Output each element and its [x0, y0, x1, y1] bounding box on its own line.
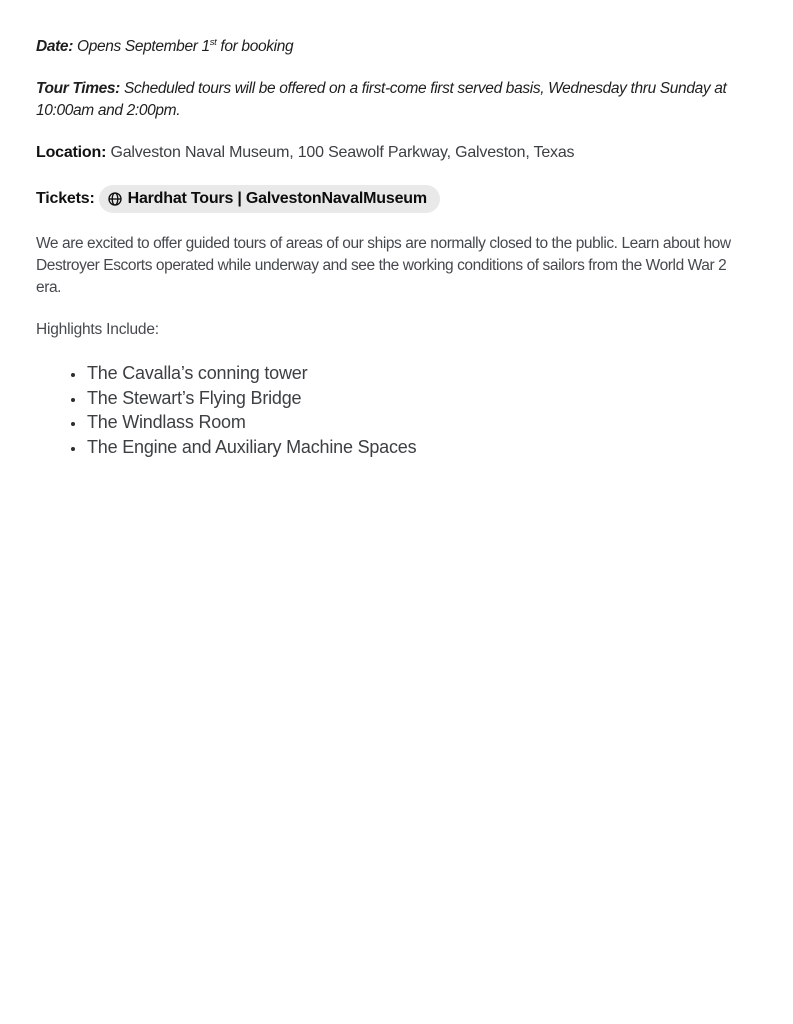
- tickets-label: Tickets:: [36, 189, 95, 207]
- tour-times-label: Tour Times:: [36, 80, 120, 97]
- date-line: [36, 36, 746, 58]
- tour-times-line: [36, 78, 746, 122]
- list-item: • The Cavalla’s conning tower: [86, 361, 746, 385]
- tickets-link[interactable]: [99, 185, 440, 214]
- list-item: • The Windlass Room: [86, 410, 746, 434]
- location-text: Galveston Naval Museum, 100 Seawolf Parkway, Galveston, Texas: [110, 144, 575, 161]
- document-page: [0, 0, 793, 459]
- location-line: [36, 142, 746, 165]
- date-label: Date:: [36, 38, 74, 55]
- tickets-link-text: Hardhat Tours | GalvestonNavalMuseum: [127, 189, 427, 207]
- tickets-line: [36, 185, 746, 214]
- globe-icon: [107, 191, 123, 207]
- date-text: Opens September 1: [76, 38, 210, 55]
- highlights-heading: Highlights Include:: [36, 321, 159, 339]
- date-text-after: for booking: [216, 38, 294, 55]
- tour-times-text: Scheduled tours will be offered on a first-come first served basis, Wednesday thru Sunday at 10:00am and 2:00pm.: [36, 80, 727, 119]
- list-item: • The Stewart’s Flying Bridge: [86, 386, 746, 410]
- location-label: Location:: [36, 144, 107, 161]
- date-ordinal-suffix: st: [209, 36, 217, 48]
- highlights-list: [36, 355, 746, 459]
- intro-paragraph: We are excited to offer guided tours of areas of our ships are normally closed to the public. Learn about how Destroyer Escorts operated while underway and see the working conditions of sailors from the World War 2 era.: [36, 235, 731, 297]
- list-item: • The Engine and Auxiliary Machine Spaces: [86, 435, 746, 459]
